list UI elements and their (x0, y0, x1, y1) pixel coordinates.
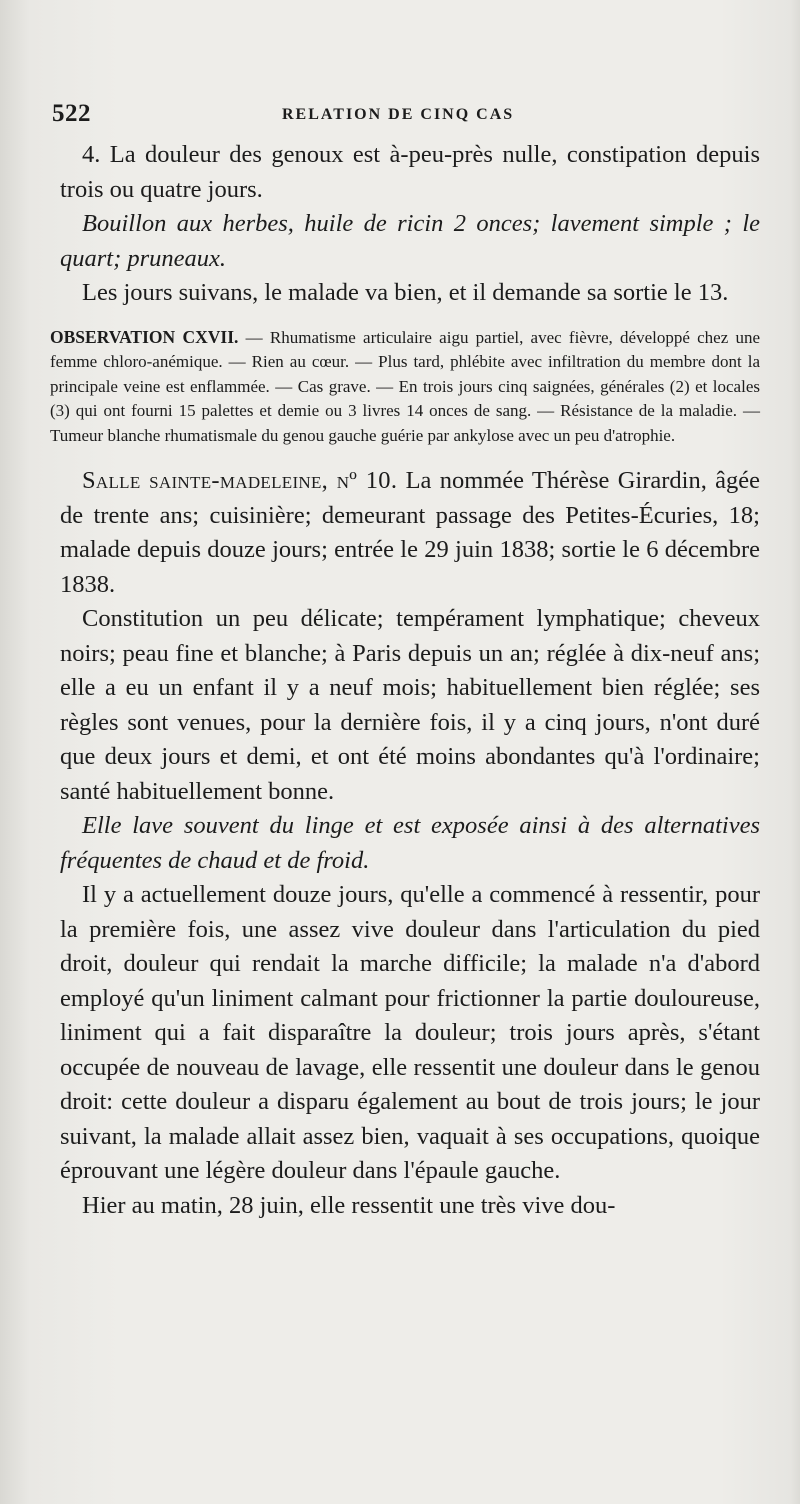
paragraph-prescription: Bouillon aux herbes, huile de ricin 2 onces; lavement simple ; le quart; pruneaux. (60, 210, 760, 272)
paragraph-case-intro (60, 464, 760, 602)
observation-title: OBSERVATION CXVII. (50, 326, 239, 347)
running-title: RELATION DE CINQ CAS (282, 106, 515, 123)
paragraph-day-4: 4. La douleur des genoux est à-peu-près nulle, constipation depuis trois ou quatre jours. (60, 141, 760, 203)
body-text-top (60, 138, 760, 311)
body-text-bottom (60, 464, 760, 1223)
paragraph-discharge: Les jours suivans, le malade va bien, et il demande sa sortie le 13. (82, 279, 729, 306)
paragraph-yesterday: Hier au matin, 28 juin, elle ressentit une très vive dou- (82, 1191, 616, 1219)
case-intro-text: La nommée Thérèse Girardin, âgée de trente ans; cuisinière; demeurant passage des Petites-Écuries, 18; malade depuis douze jours; entrée le 29 juin 1838; sortie le 6 décembre 1838. (60, 467, 760, 598)
observation-summary (50, 325, 760, 449)
ward-label: Salle sainte-madeleine, nº 10. (82, 467, 398, 494)
page-number: 522 (52, 100, 91, 127)
paragraph-history: Il y a actuellement douze jours, qu'elle a commencé à ressentir, pour la première fois, une assez vive douleur dans l'articulation du pied droit, douleur qui rendait la marche difficile; la malade n'a d'abord employé qu'un liniment calmant pour frictionner la partie douloureuse, liniment qui a fait disparaître la douleur; trois jours après, s'étant occupée de nouveau de lavage, elle ressentit une douleur dans le genou droit: cette douleur a disparu également au bout de trois jours; le jour suivant, la malade allait assez bien, vaquait à ses occupations, quoique éprouvant une légère douleur dans l'épaule gauche. (60, 881, 760, 1184)
observation-text: — Rhumatisme articulaire aigu partiel, avec fièvre, développé chez une femme chloro-anémique. — Rien au cœur. — Plus tard, phlébite avec infiltration du membre dont la principale veine est enflammée. — Cas grave. — En trois jours cinq saignées, générales (2) et locales (3) qui ont fourni 15 palettes et demie ou 3 livres 14 onces de sang. — Résistance de la maladie. — Tumeur blanche rhumatismale du genou gauche guérie par ankylose avec un peu d'atrophie. (50, 327, 761, 445)
paragraph-exposure: Elle lave souvent du linge et est exposée ainsi à des alternatives fréquentes de chaud et de froid. (60, 812, 760, 874)
paragraph-constitution: Constitution un peu délicate; tempérament lymphatique; cheveux noirs; peau fine et blanche; à Paris depuis un an; réglée à dix-neuf ans; elle a eu un enfant il y a neuf mois; habituellement bien réglée; ses règles sont venues, pour la dernière fois, il y a cinq jours, n'ont duré que deux jours et demi, et ont été moins abondantes qu'à l'ordinaire; santé habituellement bonne. (60, 605, 760, 805)
running-head (52, 94, 760, 138)
